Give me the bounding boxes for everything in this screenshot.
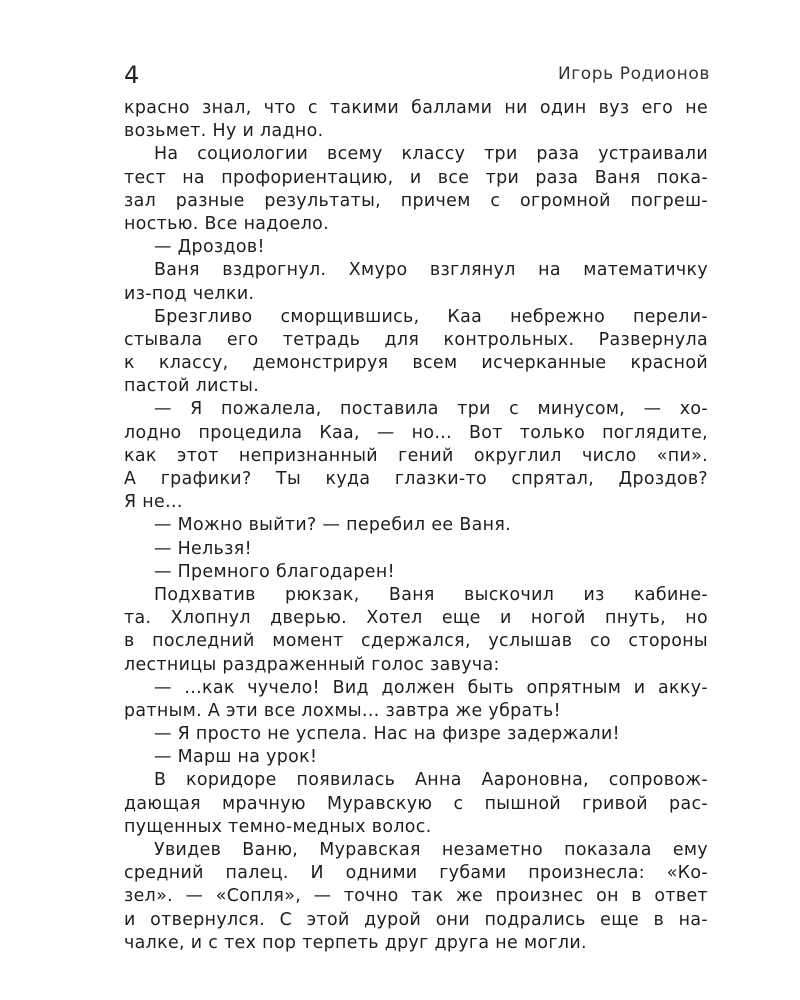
text-line: как этот непризнанный гений округлил число «пи».: [124, 445, 708, 466]
text-line: средний палец. И одними губами произнесла: «Ко-: [124, 863, 708, 884]
text-line: чалке, и с тех пор терпеть друг друга не могли.: [124, 932, 587, 953]
text-line: ностью. Все надоело.: [124, 213, 330, 234]
text-line: — Марш на урок!: [154, 747, 318, 768]
text-line: Брезгливо сморщившись, Каа небрежно перели-: [154, 306, 708, 327]
text-line: зел». — «Сопля», — точно так же произнес он в ответ: [124, 886, 708, 907]
text-line: возьмет. Ну и ладно.: [124, 121, 324, 142]
text-line: В коридоре появилась Анна Аароновна, сопровож-: [154, 770, 708, 791]
text-line: лестницы раздраженный голос завуча:: [124, 654, 500, 675]
text-line: лодно процедила Каа, — но... Вот только поглядите,: [124, 422, 708, 443]
running-head-author: Игорь Родионов: [557, 64, 710, 84]
text-line: к классу, демонстрируя всем исчерканные красной: [124, 353, 708, 374]
body-text: [124, 97, 708, 955]
text-line: из-под челки.: [124, 283, 255, 304]
text-line: — Я пожалела, поставила три с минусом, — хо-: [154, 399, 708, 420]
text-line: зал разные результаты, причем с огромной погреш-: [124, 190, 708, 211]
text-line: Ваня вздрогнул. Хмуро взглянул на математичку: [154, 260, 708, 281]
text-line: — Премного благодарен!: [154, 561, 395, 582]
text-line: На социологии всему классу три раза устраивали: [154, 144, 708, 165]
text-line: стывала его тетрадь для контрольных. Развернула: [124, 329, 708, 350]
text-line: ратным. А эти все лохмы... завтра же убрать!: [124, 700, 561, 721]
text-line: дающая мрачную Муравскую с пышной гривой рас-: [124, 793, 708, 814]
text-line: та. Хлопнул дверью. Хотел еще и ногой пнуть, но: [124, 608, 708, 629]
text-line: — Дроздов!: [154, 237, 265, 258]
text-line: красно знал, что с такими баллами ни один вуз его не: [124, 98, 708, 118]
text-line: в последний момент сдержался, услышав со стороны: [124, 631, 708, 652]
text-line: тест на профориентацию, и все три раза Ваня пока-: [124, 167, 708, 188]
text-line: Я не...: [124, 492, 183, 513]
text-line: Увидев Ваню, Муравская незаметно показала ему: [154, 840, 708, 860]
text-line: и отвернулся. С этой дурой они подрались еще в на-: [124, 909, 708, 930]
page-number: 4: [124, 61, 140, 89]
text-line: — Нельзя!: [154, 538, 252, 559]
text-line: — Можно выйти? — перебил ее Ваня.: [154, 515, 512, 536]
text-line: — Я просто не успела. Нас на физре задержали!: [154, 724, 620, 745]
text-line: пастой листы.: [124, 376, 260, 397]
text-line: А графики? Ты куда глазки-то спрятал, Дроздов?: [124, 469, 708, 489]
text-line: — ...как чучело! Вид должен быть опрятным и акку-: [154, 677, 708, 698]
text-line: Подхватив рюкзак, Ваня выскочил из кабине-: [154, 584, 708, 605]
text-line: пущенных темно-медных волос.: [124, 816, 432, 837]
